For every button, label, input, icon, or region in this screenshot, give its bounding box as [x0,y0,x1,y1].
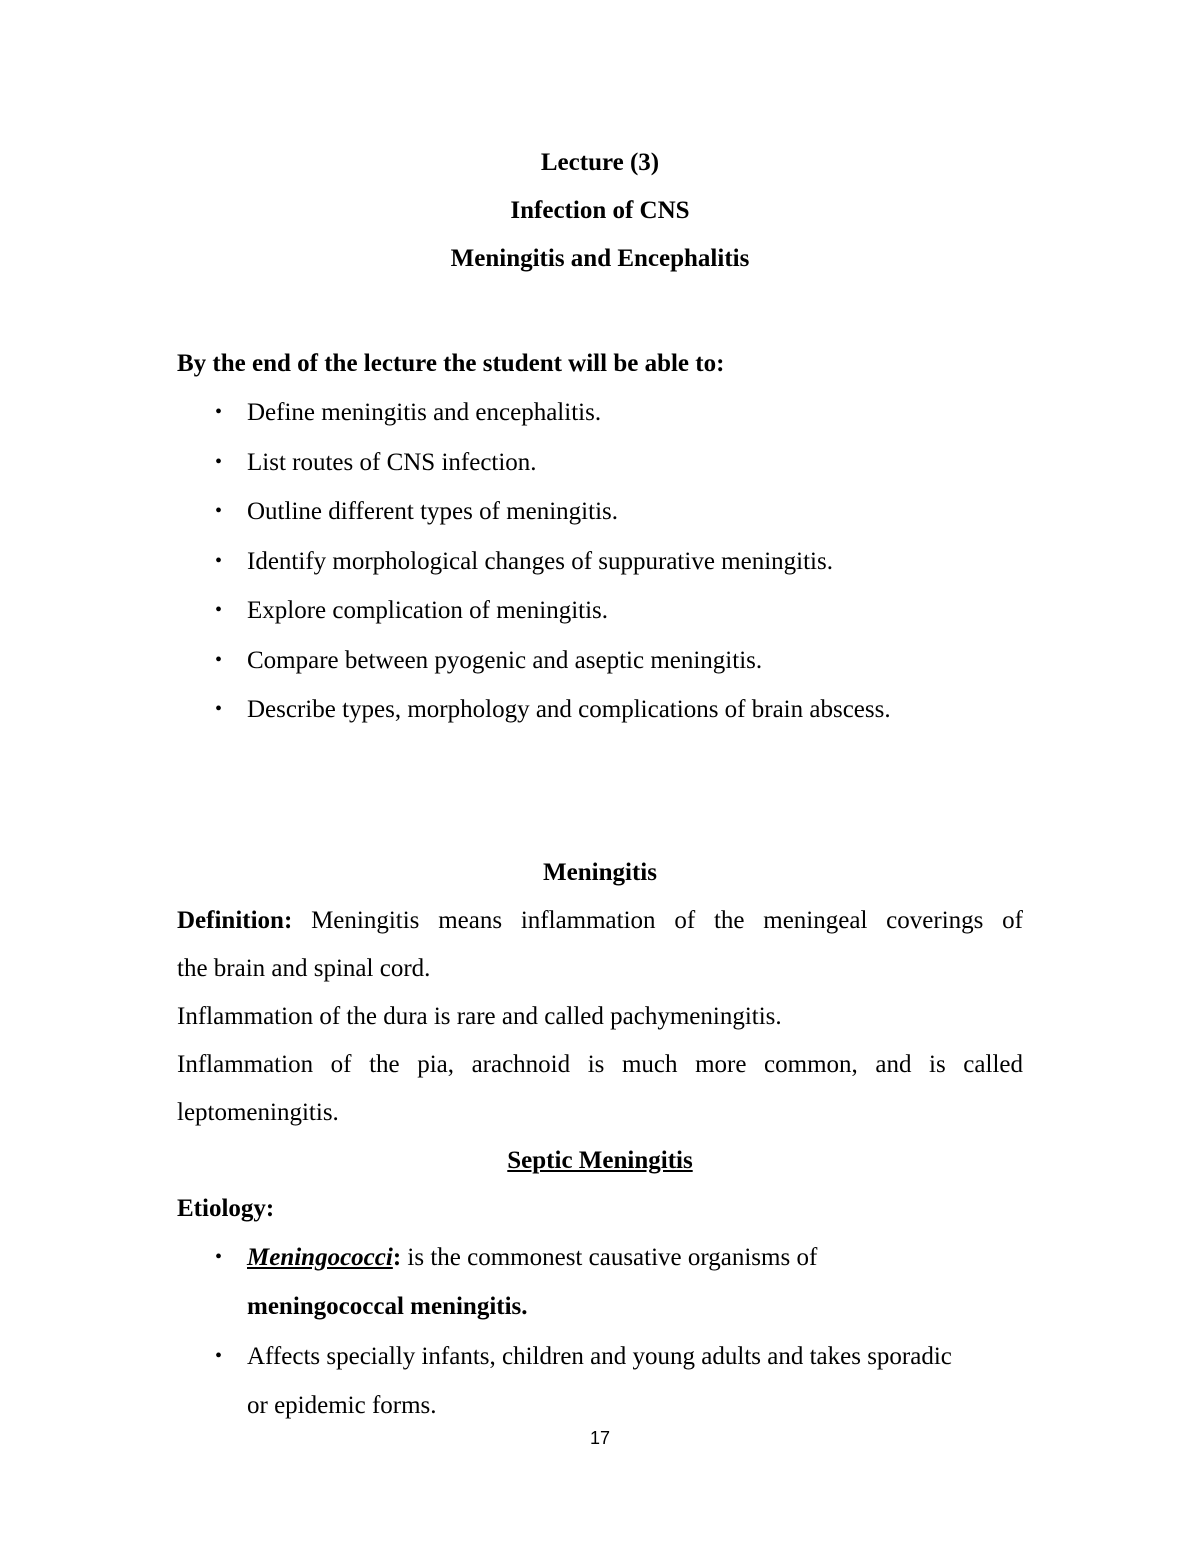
spacer [177,283,1023,340]
spacer [177,735,1023,849]
objective-text: Explore complication of meningitis. [247,597,609,624]
definition-text: Meningitis means inflammation of the meningeal coverings of [292,906,1023,934]
objectives-intro: By the end of the lecture the student will be able to: [177,350,725,377]
lecture-subtitle: Meningitis and Encephalitis [450,245,750,272]
objective-item [177,636,1023,686]
etiology-text: Affects specially infants, children and young adults and takes sporadic [247,1342,952,1370]
definition-line [177,897,1023,945]
objective-item [177,586,1023,636]
bullet-icon: • [215,1245,223,1268]
objectives-list [177,388,1023,735]
lecture-number: Lecture (3) [540,149,660,176]
objective-text: Define meningitis and encephalitis. [247,399,602,426]
etiology-text: is the commonest causative organisms of [401,1243,818,1271]
definition-label: Definition: [177,906,293,934]
bullet-icon: • [215,450,223,473]
objective-item [177,438,1023,488]
term-colon: : [392,1243,402,1271]
etiology-text-continuation: or epidemic forms. [247,1392,437,1419]
objective-text: Identify morphological changes of suppurative meningitis. [247,547,833,575]
objective-text: Outline different types of meningitis. [247,498,618,525]
definition-continuation: the brain and spinal cord. [177,954,431,982]
bullet-icon: • [215,500,223,522]
objective-item [177,685,1023,735]
lecture-topic: Infection of CNS [510,197,690,224]
septic-meningitis-heading: Septic Meningitis [507,1146,693,1174]
meningococci-term: Meningococci [247,1243,393,1271]
bullet-icon: • [215,549,223,572]
bullet-icon: • [215,401,223,423]
meningitis-heading: Meningitis [543,858,657,886]
objective-item [177,388,1023,438]
title-block [177,139,1023,283]
bullet-icon: • [215,599,223,621]
etiology-list [177,1233,1023,1431]
objective-text: List routes of CNS infection. [247,448,537,476]
etiology-item [177,1233,1023,1332]
page-number: 17 [589,1428,611,1448]
pia-continuation: leptomeningitis. [177,1098,339,1126]
etiology-bold-text: meningococcal meningitis. [247,1293,528,1320]
objective-text: Compare between pyogenic and aseptic meningitis. [247,646,763,674]
objective-item [177,537,1023,587]
bullet-icon: • [215,648,223,671]
etiology-label: Etiology: [177,1194,275,1222]
dura-paragraph: Inflammation of the dura is rare and called pachymeningitis. [177,1002,782,1030]
objective-item [177,487,1023,537]
page-content [177,139,1023,1431]
etiology-item [177,1332,1023,1431]
bullet-icon: • [215,698,223,720]
bullet-icon: • [215,1344,223,1367]
pia-paragraph: Inflammation of the pia, arachnoid is much more common, and is called [177,1050,1023,1078]
objective-text: Describe types, morphology and complications of brain abscess. [247,696,891,723]
